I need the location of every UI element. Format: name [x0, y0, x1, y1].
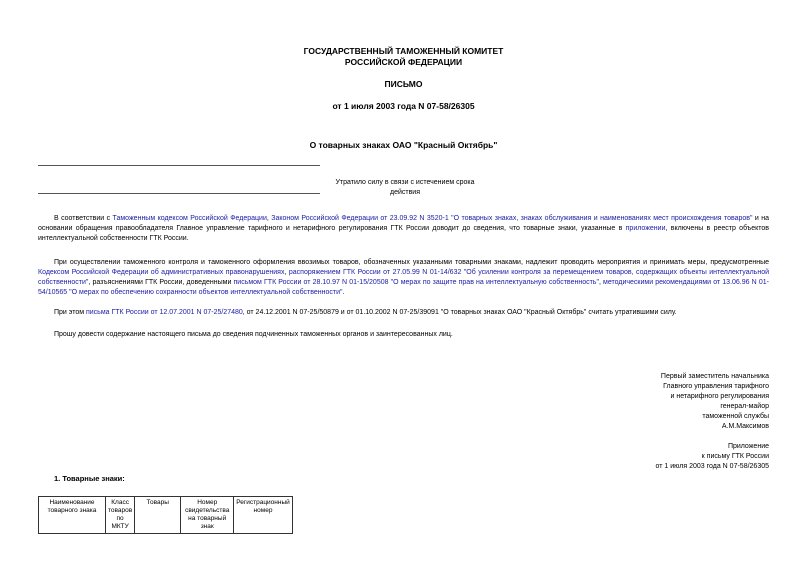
- paragraph-1: [38, 214, 769, 244]
- p2-text-2: ,: [284, 269, 289, 276]
- p2-text-1: При осуществлении таможенного контроля и таможенного оформления ввозимых товаров, обозначенных указанными товарными знаками, надлежит проводить мероприятия и принимать меры, предусмотренные: [54, 259, 769, 266]
- appendix-line-3: от 1 июля 2003 года N 07-58/26305: [655, 463, 769, 470]
- signature-line-4: генерал-майор: [720, 403, 769, 410]
- header-federation: РОССИЙСКОЙ ФЕДЕРАЦИИ: [344, 57, 463, 67]
- signature-line-5: таможенной службы: [702, 413, 769, 420]
- header-committee: ГОСУДАРСТВЕННЫЙ ТАМОЖЕННЫЙ КОМИТЕТ: [303, 46, 504, 56]
- divider-top: [38, 165, 320, 166]
- doc-date-number: от 1 июля 2003 года N 07-58/26305: [332, 101, 475, 111]
- p2-text-3: , разъяснениями ГТК России, доведенными: [88, 279, 234, 286]
- signature-line-2: Главного управления тарифного: [663, 383, 769, 390]
- signature-line-6: А.М.Максимов: [721, 423, 769, 430]
- link-appendix[interactable]: приложении: [625, 225, 666, 232]
- p1-text-3: и на основании обращения правообладателя Главное управление тарифного и нетарифного регулирования ГТК России доводит до сведения, что товарные знаки, указанные в: [38, 215, 770, 232]
- status-text: Утратило силу в связи с истечением срока действия: [335, 179, 475, 196]
- p2-text-4: ,: [598, 279, 604, 286]
- link-method-10565[interactable]: методическими рекомендациями от 13.06.96 N 01-54/10565 "О мерах по обеспечению сохранности объектов интеллектуальной собственности": [38, 279, 769, 296]
- p2-text-5: .: [342, 289, 345, 296]
- col-header-goods: Товары: [135, 497, 181, 534]
- section-title: 1. Товарные знаки:: [54, 474, 125, 483]
- table-header-row: [39, 497, 293, 534]
- trademark-table: [38, 496, 293, 534]
- col-header-class: Класс товаров по МКТУ: [106, 497, 135, 534]
- col-header-reg-number: Регистрационный номер: [234, 497, 293, 534]
- col-header-name: Наименование товарного знака: [39, 497, 106, 534]
- link-trademark-law[interactable]: Законом Российской Федерации от 23.09.92 N 3520-1 "О товарных знаках, знаках обслуживания и наименованиях мест происхождения товаров": [271, 215, 753, 222]
- link-letter-20508[interactable]: письмом ГТК России от 28.10.97 N 01-15/20508 "О мерах по защите прав на интеллектуальную собственность": [233, 279, 599, 286]
- paragraph-3: [38, 308, 769, 318]
- link-customs-code[interactable]: Таможенным кодексом Российской Федерации: [112, 215, 267, 222]
- doc-subject: О товарных знаках ОАО "Красный Октябрь": [309, 140, 498, 150]
- signature-line-1: Первый заместитель начальника: [660, 373, 769, 380]
- appendix-block: [656, 442, 769, 472]
- link-koap[interactable]: Кодексом Российской Федерации об административных правонарушениях: [38, 269, 285, 276]
- col-header-certificate: Номер свидетельства на товарный знак: [181, 497, 234, 534]
- p1-text-2: ,: [266, 215, 272, 222]
- signature-line-3: и нетарифного регулирования: [670, 393, 769, 400]
- link-letter-27480[interactable]: письма ГТК России от 12.07.2001 N 07-25/27480: [85, 309, 243, 316]
- p1-text-4: , включены в реестр объектов интеллектуальной собственности ГТК России.: [38, 225, 769, 242]
- p1-text-1: В соответствии с: [54, 215, 113, 222]
- signature-block: [661, 372, 769, 432]
- divider-bottom: [38, 193, 320, 194]
- paragraph-4: Прошу довести содержание настоящего письма до сведения подчиненных таможенных органов и заинтересованных лиц.: [54, 331, 453, 338]
- appendix-line-1: Приложение: [727, 443, 769, 450]
- p3-text-2: , от 24.12.2001 N 07-25/50879 и от 01.10.2002 N 07-25/39091 "О товарных знаках ОАО "Красный Октябрь" считать утратившими силу.: [242, 309, 677, 316]
- doc-type: ПИСЬМО: [384, 79, 423, 89]
- p3-text-1: При этом: [54, 309, 86, 316]
- paragraph-2: [38, 258, 769, 298]
- appendix-line-2: к письму ГТК России: [701, 453, 769, 460]
- link-order-632[interactable]: распоряжением ГТК России от 27.05.99 N 01-14/632 "Об усилении контроля за перемещением товаров, содержащих объекты интеллектуальной собственности": [38, 269, 770, 286]
